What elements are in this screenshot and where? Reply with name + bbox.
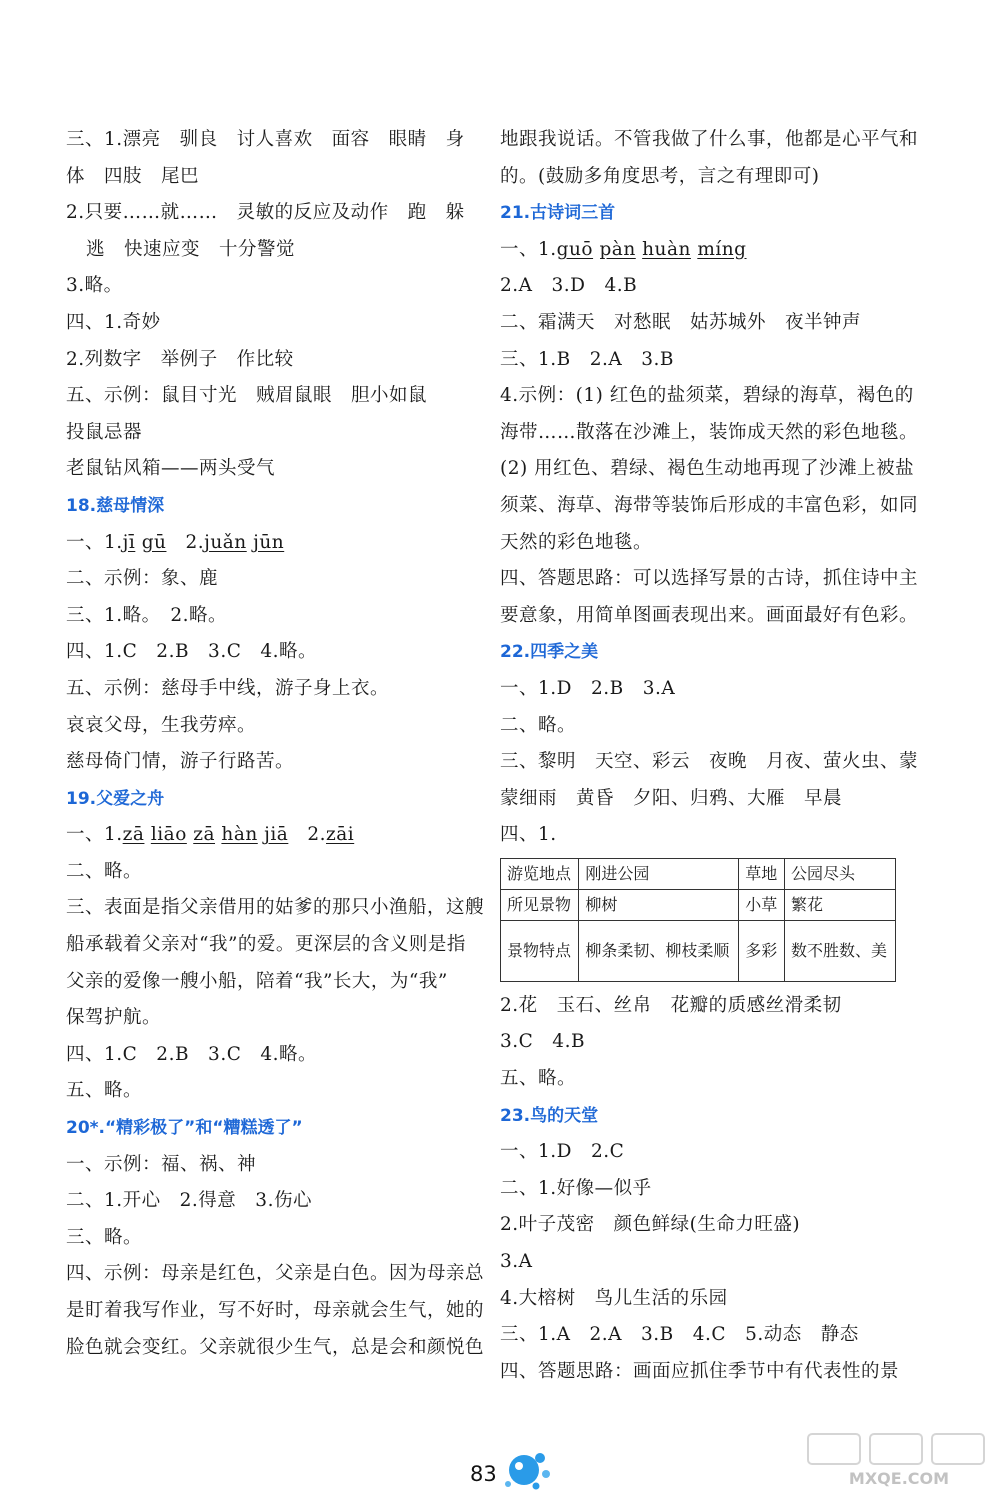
table-cell: 公园尽头 [785, 858, 896, 889]
answer-line: 四、答题思路：画面应抓住季节中有代表性的景 [500, 1360, 900, 1382]
pinyin-syllable: juǎn [204, 531, 247, 553]
answer-line: 老鼠钻风箱——两头受气 [66, 458, 276, 480]
page-number: 83 [470, 1462, 497, 1486]
answer-line: 五、示例：鼠目寸光 贼眉鼠眼 胆小如鼠 [66, 385, 428, 407]
pinyin-syllable: míng [697, 238, 747, 260]
answer-line: 投鼠忌器 [66, 421, 143, 443]
pinyin-prefix: 2. [166, 531, 205, 553]
answer-line: 船承载着父亲对“我”的爱。更深层的含义则是指 [66, 934, 466, 956]
answer-line: 4.示例：(1) 红色的盐须菜，碧绿的海草，褐色的 [500, 385, 914, 407]
answer-line: 五、略。 [500, 1068, 577, 1090]
answer-line: 一、1.D 2.C [500, 1141, 625, 1163]
answer-line: 保驾护航。 [66, 1007, 162, 1029]
pinyin-syllable: huàn [642, 238, 691, 260]
svg-text:MXQE.COM: MXQE.COM [848, 1469, 950, 1488]
table-cell: 繁花 [785, 889, 896, 920]
table-cell: 数不胜数、美 [785, 920, 896, 981]
answer-line: 三、1.B 2.A 3.B [500, 348, 675, 370]
answer-line: 海带……散落在沙滩上，装饰成天然的彩色地毯。 [500, 421, 919, 443]
section-heading: 19.父爱之舟 [66, 788, 165, 809]
answer-line: 二、1.开心 2.得意 3.伤心 [66, 1190, 312, 1212]
answer-line: 逃 快速应变 十分警觉 [86, 238, 296, 260]
table-cell: 刚进公园 [579, 858, 739, 889]
answer-line: 是盯着我写作业，写不好时，母亲就会生气，她的 [66, 1300, 485, 1321]
table-cell: 多彩 [739, 920, 785, 981]
section-heading: 23.鸟的天堂 [500, 1105, 599, 1126]
answer-line: 哀哀父母，生我劳瘁。 [66, 714, 257, 736]
answer-line: 二、略。 [500, 714, 577, 736]
watermark-logo [804, 1430, 994, 1490]
answer-line: 要意象，用简单图画表现出来。画面最好有色彩。 [500, 604, 919, 626]
pinyin-syllable: pàn [599, 238, 636, 260]
pinyin-syllable: zāi [326, 824, 355, 846]
answer-line: 二、1.好像—似乎 [500, 1177, 652, 1199]
table-cell: 草地 [739, 858, 785, 889]
table-cell: 所见景物 [501, 889, 579, 920]
section-heading: 21.古诗词三首 [500, 203, 616, 224]
answer-line: 2.列数字 举例子 作比较 [66, 348, 294, 370]
answer-line: 二、示例：象、鹿 [66, 568, 219, 590]
answer-line: 2.叶子茂密 颜色鲜绿(生命力旺盛) [500, 1214, 801, 1236]
answer-line: 的。(鼓励多角度思考，言之有理即可) [500, 165, 820, 187]
answer-line: 地跟我说话。不管我做了什么事，他都是心平气和 [500, 129, 919, 150]
table-cell: 游览地点 [501, 858, 579, 889]
table-cell: 柳树 [579, 889, 739, 920]
answer-line: 须菜、海草、海带等装饰后形成的丰富色彩，如同 [500, 494, 919, 516]
right-column [500, 122, 919, 1390]
answer-line: 四、1. [500, 824, 557, 846]
answer-line: 四、答题思路：可以选择写景的古诗，抓住诗中主 [500, 568, 919, 590]
table-row [501, 858, 896, 889]
answer-line: 三、1.A 2.A 3.B 4.C 5.动态 静态 [500, 1324, 859, 1346]
splash-decoration-icon [500, 1448, 552, 1490]
answer-line: 五、示例：慈母手中线，游子身上衣。 [66, 677, 390, 699]
answer-line: 3.略。 [66, 275, 123, 297]
table-row [501, 920, 896, 981]
answer-line: 2.花 玉石、丝帛 花瓣的质感丝滑柔韧 [500, 994, 842, 1016]
answer-line: 二、略。 [66, 860, 143, 882]
answer-line: 四、1.奇妙 [66, 311, 161, 333]
answer-line: 脸色就会变红。父亲就很少生气，总是会和颜悦色 [66, 1336, 485, 1358]
answer-line: 三、1.略。 2.略。 [66, 604, 228, 626]
answer-line: 四、示例：母亲是红色，父亲是白色。因为母亲总 [66, 1263, 485, 1285]
scenery-table [500, 858, 896, 982]
pinyin-answer-line [66, 817, 476, 854]
section-heading: 20*.“精彩极了”和“糟糕透了” [66, 1118, 303, 1139]
answer-line: 五、略。 [66, 1080, 143, 1102]
pinyin-prefix: 一、1. [66, 824, 123, 846]
answer-line: (2) 用红色、碧绿、褐色生动地再现了沙滩上被盐 [500, 458, 915, 480]
section-heading: 22.四季之美 [500, 642, 599, 663]
pinyin-syllable: zā [122, 824, 145, 846]
answer-line: 3.C 4.B [500, 1031, 586, 1053]
answer-line: 三、略。 [66, 1226, 143, 1248]
table-cell: 柳条柔韧、柳枝柔顺 [579, 920, 739, 981]
pinyin-prefix: 2. [288, 824, 326, 846]
pinyin-syllable: hàn [221, 824, 258, 846]
answer-line: 一、示例：福、祸、神 [66, 1153, 257, 1175]
answer-line: 4.大榕树 鸟儿生活的乐园 [500, 1287, 728, 1309]
pinyin-syllable: jūn [253, 531, 285, 553]
pinyin-syllable: guō [556, 238, 594, 260]
pinyin-syllable: jiā [264, 824, 289, 846]
table-row [501, 889, 896, 920]
left-column [66, 122, 485, 1366]
pinyin-prefix: 一、1. [66, 531, 123, 553]
pinyin-syllable: zā [193, 824, 216, 846]
pinyin-syllable: jī [122, 531, 136, 553]
answer-line: 二、霜满天 对愁眠 姑苏城外 夜半钟声 [500, 311, 862, 333]
answer-line: 一、1.D 2.B 3.A [500, 677, 676, 699]
answer-line: 蒙细雨 黄昏 夕阳、归鸦、大雁 早晨 [500, 787, 843, 809]
section-heading: 18.慈母情深 [66, 495, 165, 516]
pinyin-answer-line [500, 232, 898, 269]
pinyin-answer-line [66, 525, 476, 562]
answer-line: 2.A 3.D 4.B [500, 275, 638, 297]
answer-line: 四、1.C 2.B 3.C 4.略。 [66, 1043, 318, 1065]
pinyin-prefix: 一、1. [500, 238, 557, 260]
answer-line: 三、黎明 天空、彩云 夜晚 月夜、萤火虫、蒙 [500, 751, 919, 773]
answer-line: 三、表面是指父亲借用的姑爹的那只小渔船，这艘 [66, 897, 485, 919]
answer-line: 2.只要……就…… 灵敏的反应及动作 跑 躲 [66, 202, 465, 224]
answer-line: 体 四肢 尾巴 [66, 165, 200, 187]
answer-line: 3.A [500, 1251, 533, 1273]
answer-line: 三、1.漂亮 驯良 讨人喜欢 面容 眼睛 身 [66, 129, 465, 150]
answer-line: 四、1.C 2.B 3.C 4.略。 [66, 641, 318, 663]
table-cell: 景物特点 [501, 920, 579, 981]
pinyin-syllable: liāo [150, 824, 187, 846]
answer-line: 慈母倚门情，游子行路苦。 [66, 751, 295, 773]
table-cell: 小草 [739, 889, 785, 920]
answer-line: 天然的彩色地毯。 [500, 531, 653, 553]
pinyin-syllable: gū [141, 531, 167, 553]
answer-line: 父亲的爱像一艘小船，陪着“我”长大，为“我” [66, 970, 448, 992]
